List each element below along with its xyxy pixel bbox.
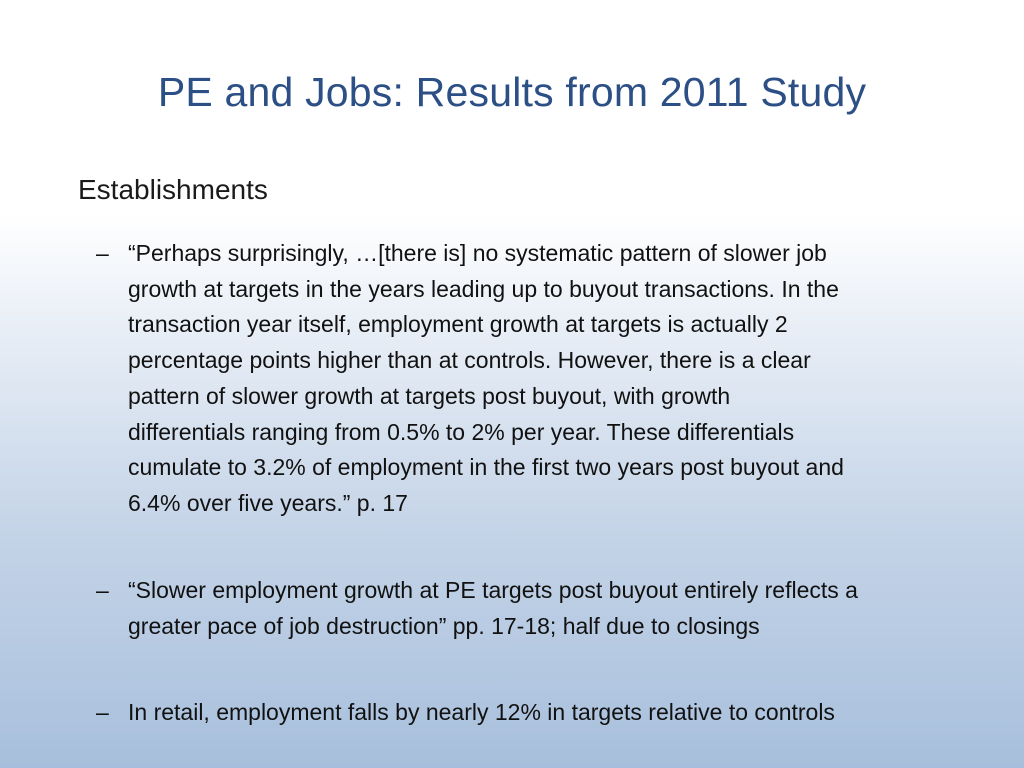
bullet-text-1: “Perhaps surprisingly, …[there is] no systematic pattern of slower job growth at targets in the years leading up to buyout transactions. In the transaction year itself, employment growth at targets is actually 2 percentage points higher than at controls. However, there is a clear pattern of slower growth at targets post buyout, with growth differentials ranging from 0.5% to 2% per year. These differentials cumulate to 3.2% of employment in the first two years post buyout and 6.4% over five years.” p. 17	[128, 240, 844, 516]
bullet-item-1	[96, 236, 1008, 522]
bullet-item-3	[96, 695, 1008, 731]
dash-bullet-icon: –	[96, 240, 109, 266]
bullet-text-2: “Slower employment growth at PE targets post buyout entirely reflects a greater pace of job destruction” pp. 17-18; half due to closings	[128, 577, 858, 639]
slide-title: PE and Jobs: Results from 2011 Study	[157, 69, 867, 115]
dash-bullet-icon: –	[96, 577, 109, 603]
dash-bullet-icon: –	[96, 699, 109, 725]
bullet-item-2	[96, 573, 1008, 644]
section-heading: Establishments	[78, 174, 268, 205]
bullet-text-3: In retail, employment falls by nearly 12% in targets relative to controls	[128, 699, 835, 725]
